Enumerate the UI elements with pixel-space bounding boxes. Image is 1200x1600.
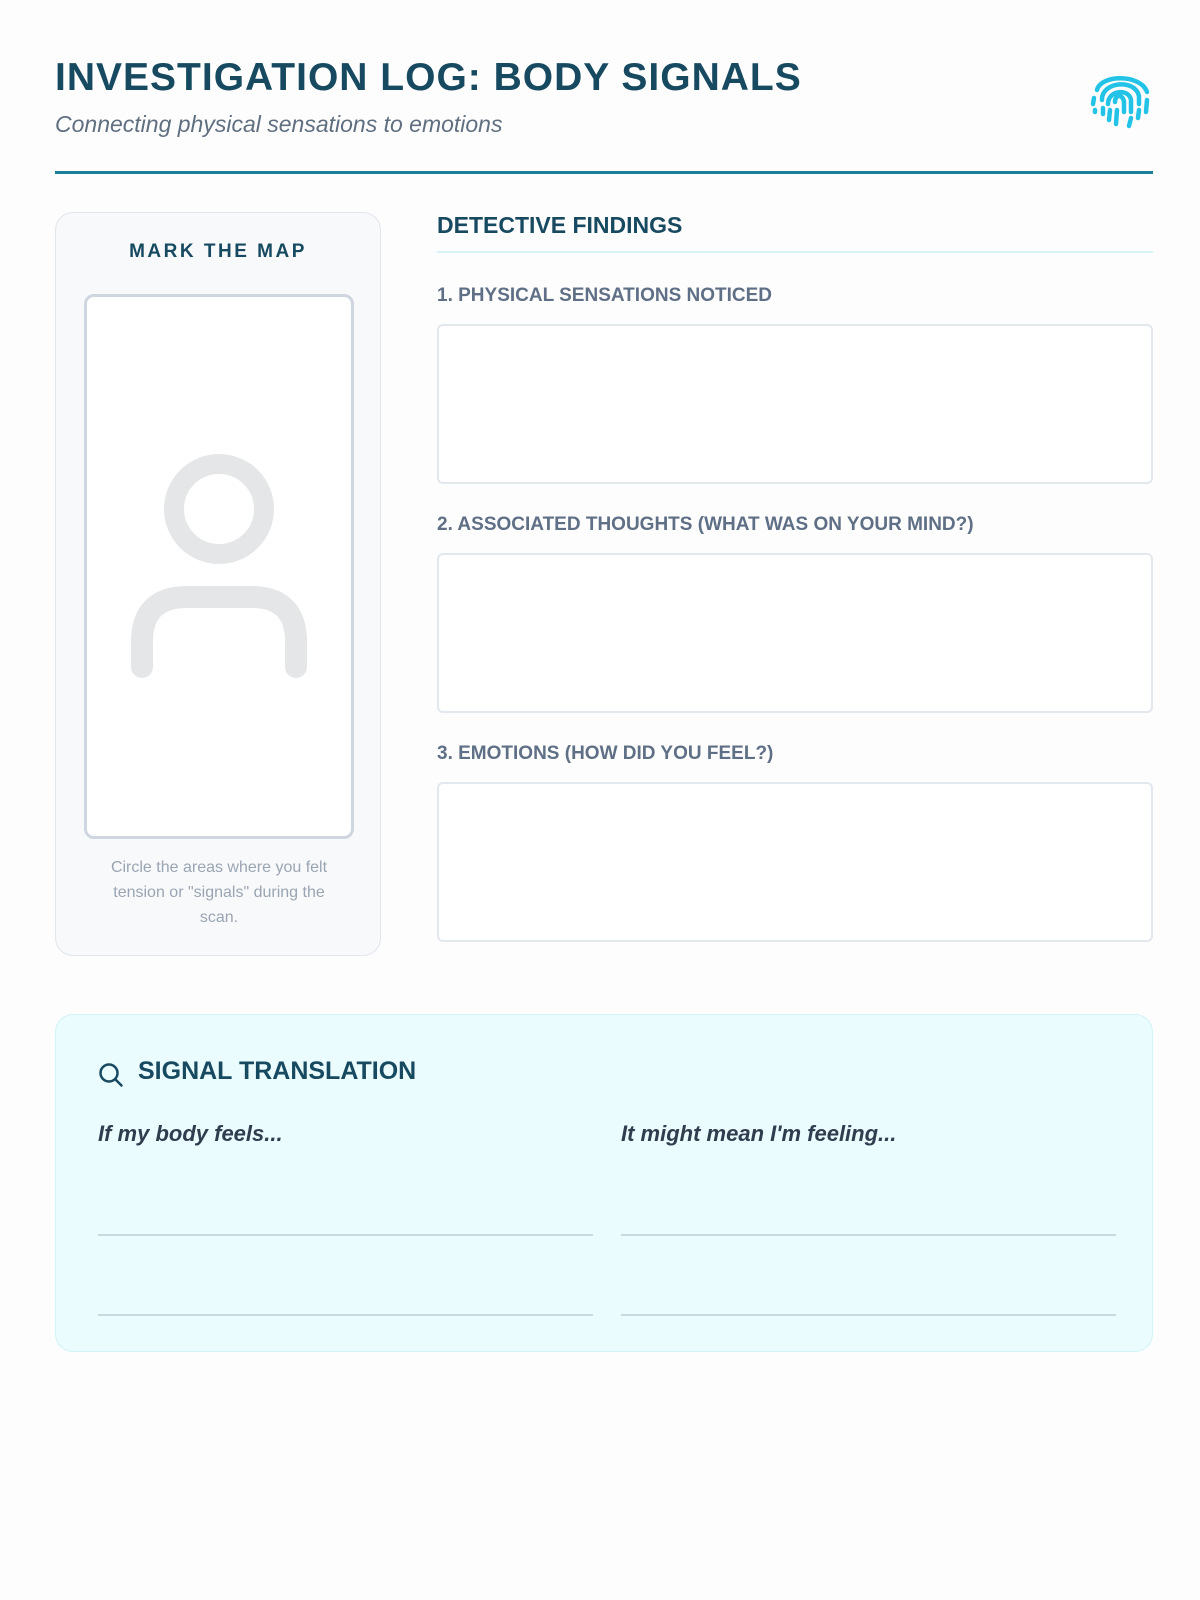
body-map-card [55, 212, 381, 956]
physical-sensations-label: 1. PHYSICAL SENSATIONS NOTICED [437, 285, 773, 306]
signal-title: SIGNAL TRANSLATION [138, 1057, 417, 1085]
feeling-meaning-heading: It might mean I'm feeling... [621, 1121, 897, 1146]
map-instructions: Circle the areas where you felt tension or "signals" during the scan. [110, 859, 328, 926]
page-subtitle: Connecting physical sensations to emotions [55, 111, 503, 137]
findings-title: DETECTIVE FINDINGS [437, 212, 1153, 253]
page-title: INVESTIGATION LOG: BODY SIGNALS [55, 56, 802, 99]
body-map-canvas[interactable] [84, 294, 354, 839]
fingerprint-icon [1089, 64, 1153, 130]
physical-sensations-field[interactable] [437, 324, 1153, 484]
map-title: MARK THE MAP [129, 241, 307, 262]
feeling-line[interactable] [621, 1234, 1116, 1236]
page-header [55, 56, 1153, 174]
body-feels-heading: If my body feels... [98, 1121, 283, 1146]
search-icon [98, 1062, 124, 1088]
body-feels-line[interactable] [98, 1314, 593, 1316]
emotions-field[interactable] [437, 782, 1153, 942]
body-feels-line[interactable] [98, 1234, 593, 1236]
associated-thoughts-field[interactable] [437, 553, 1153, 713]
worksheet-page [55, 0, 1153, 1600]
feeling-line[interactable] [621, 1314, 1116, 1316]
associated-thoughts-label: 2. ASSOCIATED THOUGHTS (WHAT WAS ON YOUR MIND?) [437, 514, 974, 535]
signal-translation [55, 1014, 1153, 1352]
emotions-label: 3. EMOTIONS (HOW DID YOU FEEL?) [437, 743, 774, 764]
person-silhouette-icon [87, 297, 351, 836]
